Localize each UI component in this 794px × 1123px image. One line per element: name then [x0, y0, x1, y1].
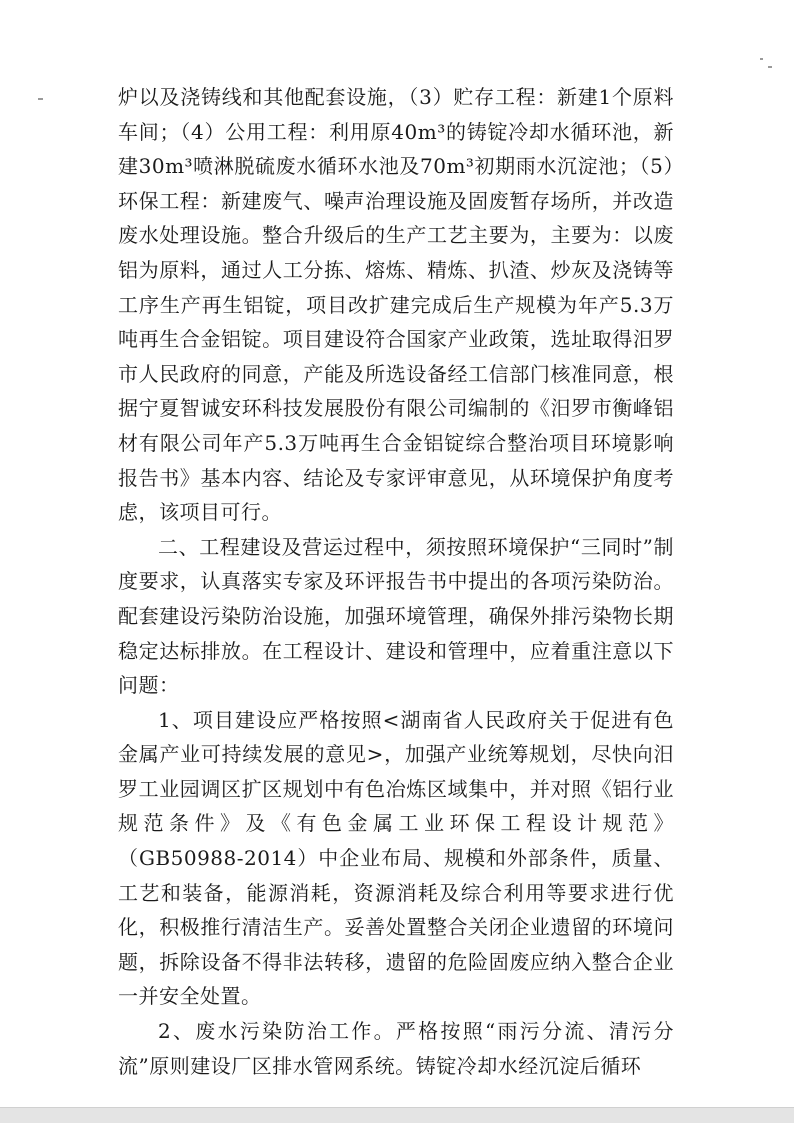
paragraph-continuation: 炉以及浇铸线和其他配套设施，（3）贮存工程：新建1个原料车间；（4）公用工程：利用原40m³的铸锭冷却水循环池，新建30m³喷淋脱硫废水循环水池及70m³初期雨水沉淀池；（5）环保工程：新建废气、噪声治理设施及固废暂存场所，并改造废水处理设施。整合升级后的生产工艺主要为，主要为：以废铝为原料，通过人工分拣、熔炼、精炼、扒渣、炒灰及浇铸等工序生产再生铝锭，项目改扩建完成后生产规模为年产5.3万吨再生合金铝锭。项目建设符合国家产业政策，选址取得汨罗市人民政府的同意，产能及所选设备经工信部门核准同意，根据宁夏智诚安环科技发展股份有限公司编制的《汨罗市衡峰铝材有限公司年产5.3万吨再生合金铝锭综合整治项目环境影响报告书》基本内容、结论及专家评审意见，从环境保护角度考虑，该项目可行。: [118, 85, 674, 525]
scan-speck: [768, 66, 772, 68]
scan-bottom-line: [0, 1107, 794, 1108]
paragraph-item-one: 1、项目建设应严格按照<湖南省人民政府关于促进有色金属产业可持续发展的意见>，加强产业统筹规划，尽快向汨罗工业园调区扩区规划中有色冶炼区域集中，并对照《铝行业规范条件》及《有色金属工业环保工程设计规范》（GB50988-2014）中企业布局、规模和外部条件，质量、工艺和装备，能源消耗，资源消耗及综合利用等要求进行优化，积极推行清洁生产。妥善处置整合关闭企业遗留的环境问题，拆除设备不得非法转移，遗留的危险固废应纳入整合企业一并安全处置。: [118, 707, 674, 1009]
paragraph-item-two: 2、废水污染防治工作。严格按照“雨污分流、清污分流”原则建设厂区排水管网系统。铸锭冷却水经沉淀后循环: [118, 1019, 674, 1078]
document-body: [118, 80, 674, 1083]
scan-bottom-edge: [0, 1107, 794, 1123]
scan-speck: [38, 98, 43, 100]
scan-speck: [760, 58, 763, 60]
paragraph-section-two: 二、工程建设及营运过程中，须按照环境保护“三同时”制度要求，认真落实专家及环评报告书中提出的各项污染防治。配套建设污染防治设施，加强环境管理，确保外排污染物长期稳定达标排放。在工程设计、建设和管理中，应着重注意以下问题：: [118, 534, 674, 698]
